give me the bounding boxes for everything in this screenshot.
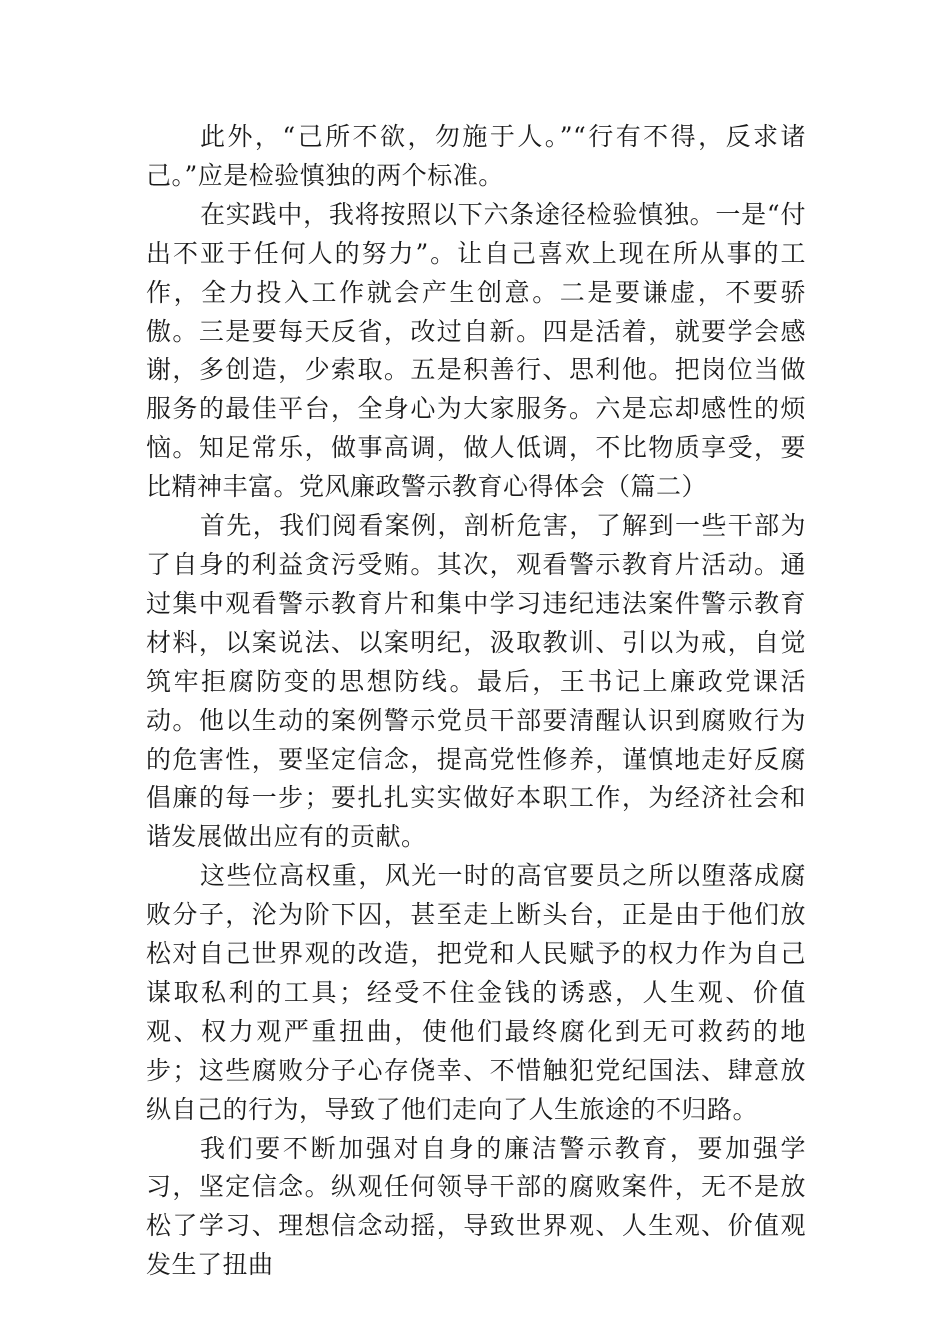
paragraph-golden-rule: 此外，“己所不欲，勿施于人。”“行有不得，反求诸己。”应是检验慎独的两个标准。 [146, 122, 806, 190]
paragraph-self-education: 我们要不断加强对自身的廉洁警示教育，要加强学习，坚定信念。纵观任何领导干部的腐败案件，无不是放松了学习、理想信念动摇，导致世界观、人生观、价值观发生了扭曲 [146, 1133, 806, 1280]
paragraph-six-methods: 在实践中，我将按照以下六条途径检验慎独。一是“付出不亚于任何人的努力”。让自己喜欢上现在所从事的工作，全力投入工作就会产生创意。二是要谦虚，不要骄傲。三是要每天反省，改过自新。四是活着，就要学会感谢，多创造，少索取。五是积善行、思利他。把岗位当做服务的最佳平台，全身心为大家服务。六是忘却感性的烦恼。知足常乐，做事高调，做人低调，不比物质享受，要比精神丰富。党风廉政警示教育心得体会（篇二） [146, 199, 806, 502]
paragraph-corrupt-officials: 这些位高权重，风光一时的高官要员之所以堕落成腐败分子，沦为阶下囚，甚至走上断头台，正是由于他们放松对自己世界观的改造，把党和人民赋予的权力作为自己谋取私利的工具；经受不住金钱的诱惑，人生观、价值观、权力观严重扭曲，使他们最终腐化到无可救药的地步；这些腐败分子心存侥幸、不惜触犯党纪国法、肆意放纵自己的行为，导致了他们走向了人生旅途的不归路。 [146, 861, 806, 1124]
document-body [146, 118, 806, 1285]
paragraph-activities: 首先，我们阅看案例，剖析危害，了解到一些干部为了自身的利益贪污受贿。其次，观看警示教育片活动。通过集中观看警示教育片和集中学习违纪违法案件警示教育材料，以案说法、以案明纪，汲取教训、引以为戒，自觉筑牢拒腐防变的思想防线。最后，王书记上廉政党课活动。他以生动的案例警示党员干部要清醒认识到腐败行为的危害性，要坚定信念，提高党性修养，谨慎地走好反腐倡廉的每一步；要扎扎实实做好本职工作，为经济社会和谐发展做出应有的贡献。 [146, 511, 806, 852]
